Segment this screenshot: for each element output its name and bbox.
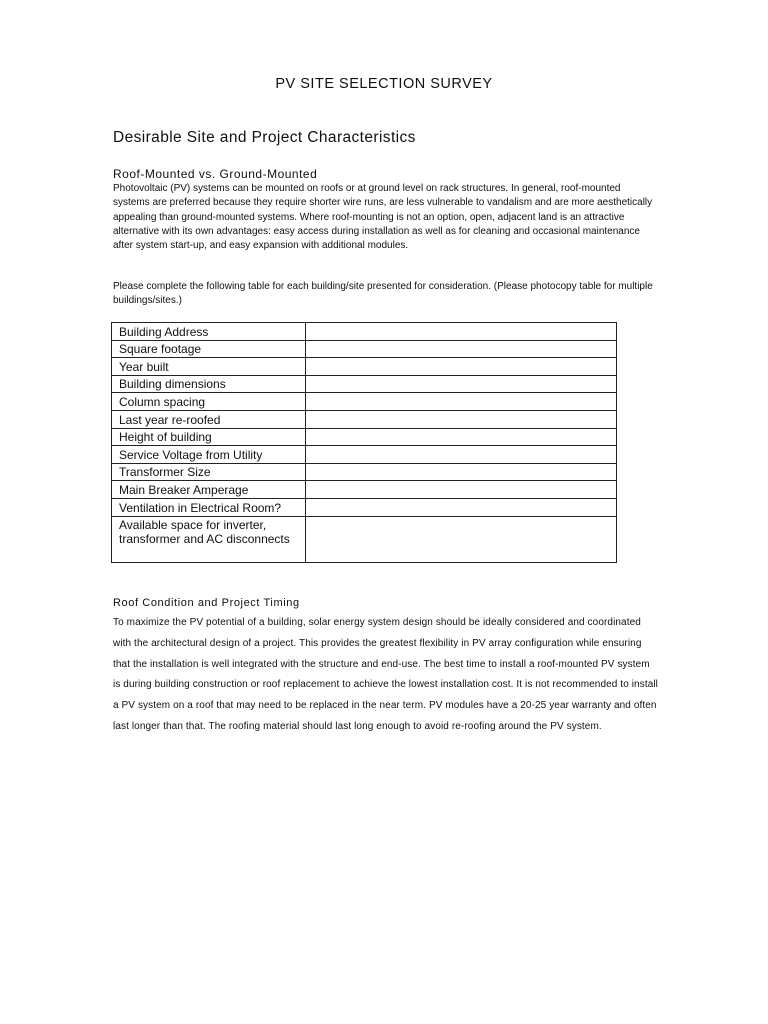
row-label: Available space for inverter, transformer and AC disconnects bbox=[112, 516, 306, 562]
row-label: Building dimensions bbox=[112, 375, 306, 393]
row-value-field[interactable] bbox=[306, 375, 617, 393]
row-value-field[interactable] bbox=[306, 516, 617, 562]
table-row bbox=[112, 481, 617, 499]
document-title: PV SITE SELECTION SURVEY bbox=[275, 76, 493, 92]
row-value-field[interactable] bbox=[306, 340, 617, 358]
building-survey-table bbox=[111, 322, 617, 563]
table-row bbox=[112, 340, 617, 358]
subsection-heading-mounting: Roof-Mounted vs. Ground-Mounted bbox=[113, 167, 318, 181]
row-value-field[interactable] bbox=[306, 481, 617, 499]
row-value-field[interactable] bbox=[306, 428, 617, 446]
row-value-field[interactable] bbox=[306, 410, 617, 428]
table-row bbox=[112, 410, 617, 428]
table-row bbox=[112, 498, 617, 516]
row-label: Column spacing bbox=[112, 393, 306, 411]
table-row bbox=[112, 393, 617, 411]
row-label: Year built bbox=[112, 358, 306, 376]
row-value-field[interactable] bbox=[306, 498, 617, 516]
row-label: Square footage bbox=[112, 340, 306, 358]
row-value-field[interactable] bbox=[306, 323, 617, 341]
table-row bbox=[112, 516, 617, 562]
subsection-heading-timing: Roof Condition and Project Timing bbox=[113, 597, 300, 609]
row-label: Service Voltage from Utility bbox=[112, 446, 306, 464]
row-label: Building Address bbox=[112, 323, 306, 341]
row-label: Last year re-roofed bbox=[112, 410, 306, 428]
table-row bbox=[112, 446, 617, 464]
mounting-paragraph: Photovoltaic (PV) systems can be mounted on roofs or at ground level on rack structures. In general, roof-mounted systems are preferred because they require shorter wire runs, are less vulnerable to vandalism and are more aesthetically appealing than ground-mounted systems. Where roof-mounting is not an option, open, adjacent land is an attractive alternative with its own advantages: easy access during installation as well as for cleaning and occasional maintenance after system start-up, and easy expansion with additional modules. bbox=[113, 183, 653, 252]
table-instruction: Please complete the following table for each building/site presented for consideration. (Please photocopy table for multiple buildings/sites.) bbox=[113, 281, 653, 307]
row-label: Main Breaker Amperage bbox=[112, 481, 306, 499]
row-value-field[interactable] bbox=[306, 446, 617, 464]
table-row bbox=[112, 358, 617, 376]
table-row bbox=[112, 428, 617, 446]
row-value-field[interactable] bbox=[306, 393, 617, 411]
row-label: Height of building bbox=[112, 428, 306, 446]
table-row bbox=[112, 323, 617, 341]
table-row bbox=[112, 375, 617, 393]
timing-paragraph: To maximize the PV potential of a building, solar energy system design should be ideally considered and coordinated with the architectural design of a project. This provides the greatest flexibility in PV array configuration while ensuring that the installation is well integrated with the structure and end-use. The best time to install a roof-mounted PV system is during building construction or roof replacement to achieve the lowest installation cost. It is not recommended to install a PV system on a roof that may need to be replaced in the near term. PV modules have a 20-25 year warranty and often last longer than that. The roofing material should last long enough to avoid re-roofing around the PV system. bbox=[113, 617, 658, 732]
table-row bbox=[112, 463, 617, 481]
row-label: Transformer Size bbox=[112, 463, 306, 481]
section-heading: Desirable Site and Project Characteristics bbox=[113, 129, 416, 146]
row-label: Ventilation in Electrical Room? bbox=[112, 498, 306, 516]
row-value-field[interactable] bbox=[306, 463, 617, 481]
row-value-field[interactable] bbox=[306, 358, 617, 376]
